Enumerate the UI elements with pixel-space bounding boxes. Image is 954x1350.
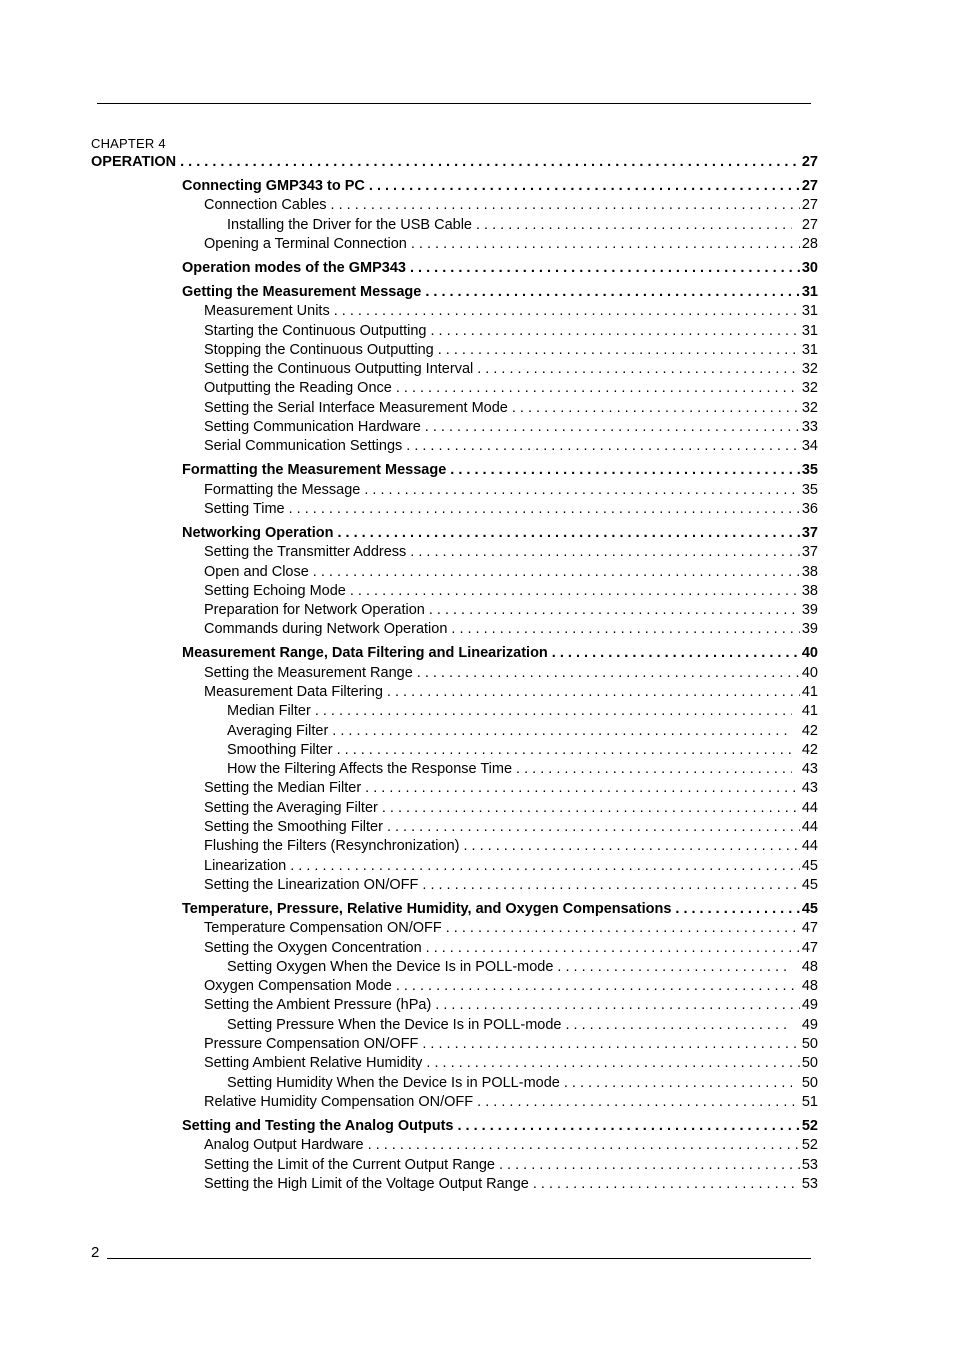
toc-entry[interactable] [204,359,818,379]
toc-entry-page: 50 [801,1055,818,1071]
toc-dot-leader [396,976,800,996]
toc-entry-page: 35 [801,482,818,498]
toc-entry-page: 43 [801,780,818,796]
toc-entry-title: Setting the High Limit of the Voltage Output Range [204,1176,529,1192]
toc-dot-leader [313,562,800,582]
toc-entry-page: 38 [801,583,818,599]
toc-entry[interactable] [204,682,818,702]
toc-entry-title: Starting the Continuous Outputting [204,323,427,339]
toc-dot-leader [350,581,800,601]
toc-dot-leader [426,1053,799,1073]
toc-entry-title: Operation modes of the GMP343 [182,260,406,276]
toc-entry[interactable] [204,340,818,360]
toc-entry-title: Measurement Units [204,303,330,319]
toc-entry[interactable] [204,817,818,837]
toc-entry[interactable] [204,1155,818,1175]
toc-dot-leader [365,778,800,798]
toc-entry-title: Temperature Compensation ON/OFF [204,920,442,936]
toc-entry-title: Connection Cables [204,197,327,213]
toc-entry-title: Setting Time [204,501,285,517]
toc-dot-leader [396,378,800,398]
toc-entry-page: 48 [801,978,818,994]
toc-entry-title: Measurement Range, Data Filtering and Linearization [182,645,548,661]
toc-entry-page: 45 [801,877,818,893]
toc-dot-leader [422,1034,800,1054]
toc-entry-page: 27 [801,197,818,213]
toc-entry-title: Setting the Continuous Outputting Interval [204,361,474,377]
toc-entry-page: 32 [801,400,818,416]
toc-entry[interactable] [204,1135,818,1155]
toc-dot-leader [499,1155,800,1175]
toc-entry-page: 28 [801,236,818,252]
toc-entry[interactable] [182,460,818,480]
toc-dot-leader [337,523,799,543]
toc-entry-title: Getting the Measurement Message [182,284,422,300]
toc-entry-page: 32 [801,380,818,396]
toc-entry-title: Setting the Median Filter [204,780,362,796]
toc-entry-page: 45 [801,858,818,874]
toc-entry-title: Setting the Measurement Range [204,665,413,681]
toc-entry[interactable] [227,701,818,721]
toc-entry-title: Setting and Testing the Analog Outputs [182,1118,454,1134]
toc-dot-leader [446,918,800,938]
toc-entry-page: 48 [801,959,818,975]
toc-entry[interactable] [204,918,818,938]
toc-entry[interactable] [227,740,818,760]
toc-entry-title: Temperature, Pressure, Relative Humidity, and Oxygen Compensations [182,901,672,917]
toc-dot-leader [430,321,799,341]
toc-entry-title: Setting Communication Hardware [204,419,421,435]
toc-entry[interactable] [227,759,818,779]
toc-dot-leader [552,643,800,663]
toc-entry[interactable] [204,1034,818,1054]
toc-entry-title: Setting Oxygen When the Device Is in POLL-mode [227,959,554,975]
toc-entry-title: Averaging Filter [227,723,329,739]
toc-dot-leader [364,480,800,500]
toc-entry[interactable] [204,378,818,398]
toc-entry[interactable] [204,600,818,620]
toc-entry-page: 53 [801,1157,818,1173]
toc-entry[interactable] [204,836,818,856]
toc-entry-title: Formatting the Measurement Message [182,462,447,478]
toc-dot-leader [410,258,800,278]
header-rule [97,103,811,104]
toc-entry[interactable] [227,1073,818,1093]
toc-entry-page: 37 [801,525,818,541]
toc-entry[interactable] [204,436,818,456]
toc-dot-leader [435,995,800,1015]
toc-entry-page: 35 [801,462,818,478]
toc-entry[interactable] [204,798,818,818]
toc-entry-page: 44 [801,838,818,854]
toc-entry[interactable] [204,976,818,996]
toc-dot-leader [425,417,800,437]
footer-rule [107,1258,811,1259]
toc-entry-title: How the Filtering Affects the Response Time [227,761,513,777]
toc-entry-page: 32 [801,361,818,377]
toc-entry-title: Networking Operation [182,525,334,541]
toc-entry-page: 36 [801,501,818,517]
toc-entry-page: 50 [801,1075,818,1091]
toc-entry-page: 41 [801,684,818,700]
toc-entry-title: Flushing the Filters (Resynchronization) [204,838,460,854]
toc-entry[interactable] [204,417,818,437]
toc-entry-page: 37 [801,544,818,560]
toc-entry-page: 31 [801,342,818,358]
toc-entry-page: 33 [801,419,818,435]
toc-entry[interactable] [182,176,818,196]
toc-entry-title: Serial Communication Settings [204,438,403,454]
toc-entry-page: 30 [801,260,818,276]
toc-entry-page: 51 [801,1094,818,1110]
toc-entry[interactable] [204,581,818,601]
toc-entry-page: 44 [801,800,818,816]
toc-entry[interactable] [204,195,818,215]
toc-entry[interactable] [227,721,818,741]
toc-dot-leader [406,436,800,456]
toc-entry-page: 31 [801,284,818,300]
toc-entry[interactable] [182,1116,818,1136]
toc-dot-leader [512,398,800,418]
toc-dot-leader [476,215,792,235]
toc-entry-page: 42 [801,723,818,739]
toc-entry[interactable] [204,619,818,639]
toc-entry[interactable] [204,1092,818,1112]
toc-entry-title: Open and Close [204,564,309,580]
toc-dot-leader [463,836,799,856]
toc-entry-title: Commands during Network Operation [204,621,448,637]
toc-entry[interactable] [204,1174,818,1194]
toc-entry-page: 50 [801,1036,818,1052]
toc-entry-page: 49 [801,1017,818,1033]
toc-dot-leader [411,234,800,254]
toc-entry[interactable] [182,282,818,302]
toc-entry[interactable] [204,234,818,254]
toc-entry-title: Installing the Driver for the USB Cable [227,217,472,233]
toc-entry[interactable] [204,301,818,321]
toc-entry-title: Formatting the Message [204,482,361,498]
toc-entry-title: Analog Output Hardware [204,1137,364,1153]
toc-entry[interactable] [182,258,818,278]
toc-entry-title: Connecting GMP343 to PC [182,178,365,194]
toc-entry[interactable] [204,875,818,895]
toc-entry-title: OPERATION [91,154,177,170]
toc-entry-page: 52 [801,1137,818,1153]
toc-entry-page: 53 [801,1176,818,1192]
toc-entry-title: Median Filter [227,703,311,719]
toc-entry-page: 47 [801,920,818,936]
toc-entry-page: 47 [801,940,818,956]
toc-entry[interactable] [204,542,818,562]
toc-entry-page: 40 [801,665,818,681]
toc-entry[interactable] [204,938,818,958]
toc-entry[interactable] [182,643,818,663]
toc-dot-leader [533,1174,800,1194]
toc-entry-page: 27 [801,217,818,233]
toc-entry-page: 27 [801,178,818,194]
toc-entry-title: Setting Ambient Relative Humidity [204,1055,423,1071]
toc-entry-title: Measurement Data Filtering [204,684,383,700]
toc-entry[interactable] [182,899,818,919]
toc-entry-title: Setting the Transmitter Address [204,544,407,560]
toc-entry-title: Setting the Linearization ON/OFF [204,877,419,893]
toc-entry-page: 49 [801,997,818,1013]
toc-dot-leader [675,899,799,919]
toc-entry[interactable] [204,856,818,876]
toc-dot-leader [451,619,799,639]
toc-dot-leader [565,1015,791,1035]
toc-dot-leader [477,359,800,379]
toc-entry[interactable] [204,995,818,1015]
toc-entry-page: 27 [801,154,818,170]
toc-dot-leader [422,875,799,895]
toc-entry-title: Linearization [204,858,287,874]
toc-entry-page: 39 [801,621,818,637]
toc-dot-leader [450,460,800,480]
toc-dot-leader [557,957,791,977]
toc-entry[interactable] [204,1053,818,1073]
toc-entry-title: Setting the Ambient Pressure (hPa) [204,997,432,1013]
toc-entry[interactable] [204,321,818,341]
toc-entry-title: Relative Humidity Compensation ON/OFF [204,1094,474,1110]
toc-entry-page: 52 [801,1118,818,1134]
toc-dot-leader [369,176,800,196]
toc-entry[interactable] [91,152,818,172]
toc-dot-leader [438,340,800,360]
toc-entry[interactable] [182,523,818,543]
toc-entry-title: Setting the Oxygen Concentration [204,940,422,956]
toc-dot-leader [368,1135,800,1155]
toc-dot-leader [425,282,800,302]
toc-dot-leader [289,499,800,519]
toc-dot-leader [417,663,800,683]
toc-dot-leader [516,759,792,779]
toc-dot-leader [180,152,800,172]
toc-dot-leader [315,701,792,721]
toc-entry-title: Preparation for Network Operation [204,602,425,618]
toc-dot-leader [387,817,800,837]
toc-entry-title: Setting Pressure When the Device Is in POLL-mode [227,1017,562,1033]
page-number: 2 [91,1244,100,1261]
toc-entry-title: Setting the Limit of the Current Output Range [204,1157,495,1173]
toc-dot-leader [334,301,800,321]
chapter-label: CHAPTER 4 [91,136,166,151]
toc-entry[interactable] [204,398,818,418]
toc-entry-title: Outputting the Reading Once [204,380,392,396]
toc-entry-title: Smoothing Filter [227,742,333,758]
toc-dot-leader [477,1092,800,1112]
toc-entry-page: 31 [801,323,818,339]
toc-entry[interactable] [204,562,818,582]
toc-entry-page: 44 [801,819,818,835]
toc-entry-page: 31 [801,303,818,319]
toc-entry-title: Setting the Averaging Filter [204,800,378,816]
toc-dot-leader [382,798,800,818]
toc-dot-leader [426,938,800,958]
toc-entry-page: 43 [801,761,818,777]
toc-entry[interactable] [204,499,818,519]
toc-entry[interactable] [227,215,818,235]
toc-dot-leader [290,856,800,876]
toc-entry[interactable] [204,778,818,798]
toc-entry-title: Setting Humidity When the Device Is in POLL-mode [227,1075,560,1091]
toc-entry-title: Stopping the Continuous Outputting [204,342,434,358]
toc-entry[interactable] [204,480,818,500]
toc-dot-leader [429,600,800,620]
toc-entry[interactable] [227,957,818,977]
toc-entry[interactable] [204,663,818,683]
toc-entry-title: Setting the Serial Interface Measurement Mode [204,400,508,416]
toc-entry-page: 45 [801,901,818,917]
toc-entry-page: 38 [801,564,818,580]
toc-dot-leader [387,682,800,702]
toc-dot-leader [332,721,792,741]
toc-entry-title: Setting the Smoothing Filter [204,819,383,835]
toc-entry-page: 34 [801,438,818,454]
toc-dot-leader [337,740,792,760]
toc-entry-title: Oxygen Compensation Mode [204,978,392,994]
toc-dot-leader [331,195,800,215]
toc-dot-leader [410,542,800,562]
toc-entry-page: 40 [801,645,818,661]
toc-entry-page: 42 [801,742,818,758]
toc-entry[interactable] [227,1015,818,1035]
toc-entry-title: Opening a Terminal Connection [204,236,407,252]
toc-entry-page: 39 [801,602,818,618]
toc-entry-page: 41 [801,703,818,719]
toc-entry-title: Pressure Compensation ON/OFF [204,1036,419,1052]
toc-dot-leader [564,1073,792,1093]
toc-dot-leader [457,1116,799,1136]
toc-entry-title: Setting Echoing Mode [204,583,346,599]
